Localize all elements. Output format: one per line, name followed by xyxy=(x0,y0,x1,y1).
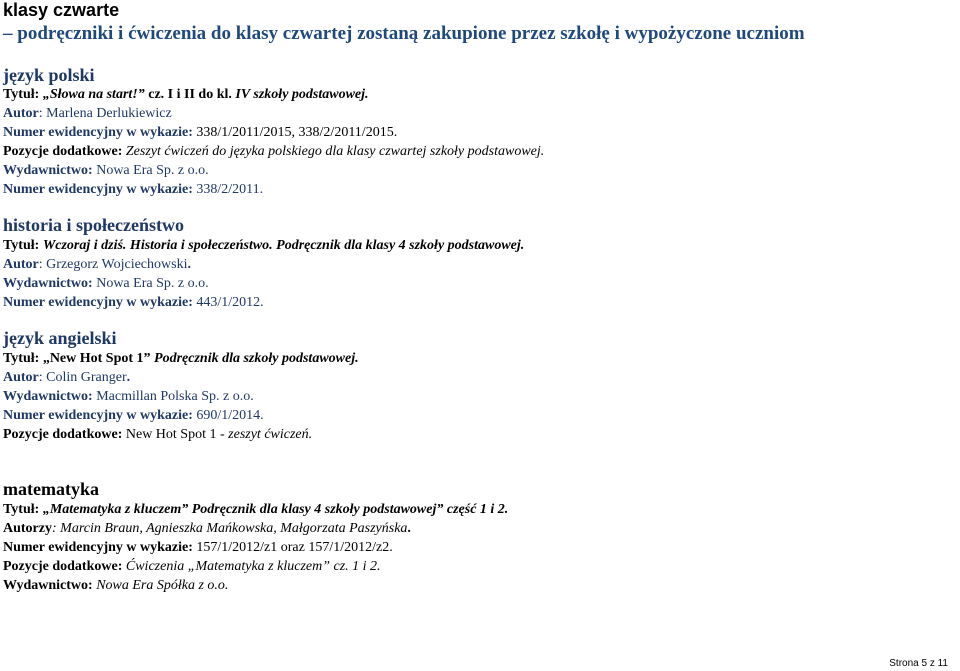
doc-title: klasy czwarte xyxy=(3,0,120,20)
book-title-line: Tytuł: „Matematyka z kluczem” Podręcznik dla klasy 4 szkoły podstawowej” część 1 i 2. xyxy=(3,502,509,517)
page-number: Strona 5 z 11 xyxy=(889,658,948,669)
section-angielski xyxy=(3,327,953,444)
number-line: Numer ewidencyjny w wykazie: 443/1/2012. xyxy=(3,295,264,310)
book-title-line: Tytuł: „New Hot Spot 1” Podręcznik dla szkoły podstawowej. xyxy=(3,351,359,366)
book-title-line: Tytuł: „Słowa na start!” cz. I i II do kl. IV szkoły podstawowej. xyxy=(3,87,369,102)
extra-line: Pozycje dodatkowe: Ćwiczenia „Matematyka z kluczem” cz. 1 i 2. xyxy=(3,559,381,574)
section-heading: matematyka xyxy=(3,479,99,499)
author-line: Autor: Marlena Derlukiewicz xyxy=(3,106,172,121)
extra-line: Pozycje dodatkowe: New Hot Spot 1 - zeszyt ćwiczeń. xyxy=(3,427,313,442)
document-page xyxy=(3,0,953,595)
section-heading: historia i społeczeństwo xyxy=(3,215,184,235)
author-line: Autor: Colin Granger. xyxy=(3,370,131,385)
extra-line: Pozycje dodatkowe: Zeszyt ćwiczeń do języka polskiego dla klasy czwartej szkoły podstawowej. xyxy=(3,144,545,159)
publisher-line: Wydawnictwo: Nowa Era Sp. z o.o. xyxy=(3,276,209,291)
section-matematyka xyxy=(3,478,953,595)
section-polski xyxy=(3,64,953,199)
number-line-2: Numer ewidencyjny w wykazie: 338/2/2011. xyxy=(3,182,264,197)
authors-line: Autorzy: Marcin Braun, Agnieszka Mańkowska, Małgorzata Paszyńska. xyxy=(3,521,411,536)
section-heading: język angielski xyxy=(3,328,117,348)
section-heading: język polski xyxy=(3,65,95,85)
publisher-line: Wydawnictwo: Nowa Era Sp. z o.o. xyxy=(3,163,209,178)
publisher-line: Wydawnictwo: Nowa Era Spółka z o.o. xyxy=(3,578,229,593)
number-line: Numer ewidencyjny w wykazie: 338/1/2011/2015, 338/2/2011/2015. xyxy=(3,125,398,140)
author-line: Autor: Grzegorz Wojciechowski. xyxy=(3,257,191,272)
book-title-line: Tytuł: Wczoraj i dziś. Historia i społeczeństwo. Podręcznik dla klasy 4 szkoły podstawowej. xyxy=(3,238,525,253)
doc-subtitle: – podręczniki i ćwiczenia do klasy czwartej zostaną zakupione przez szkołę i wypożyczone uczniom xyxy=(3,23,805,44)
section-historia xyxy=(3,214,953,312)
publisher-line: Wydawnictwo: Macmillan Polska Sp. z o.o. xyxy=(3,389,254,404)
number-line: Numer ewidencyjny w wykazie: 690/1/2014. xyxy=(3,408,264,423)
number-line: Numer ewidencyjny w wykazie: 157/1/2012/z1 oraz 157/1/2012/z2. xyxy=(3,540,393,555)
